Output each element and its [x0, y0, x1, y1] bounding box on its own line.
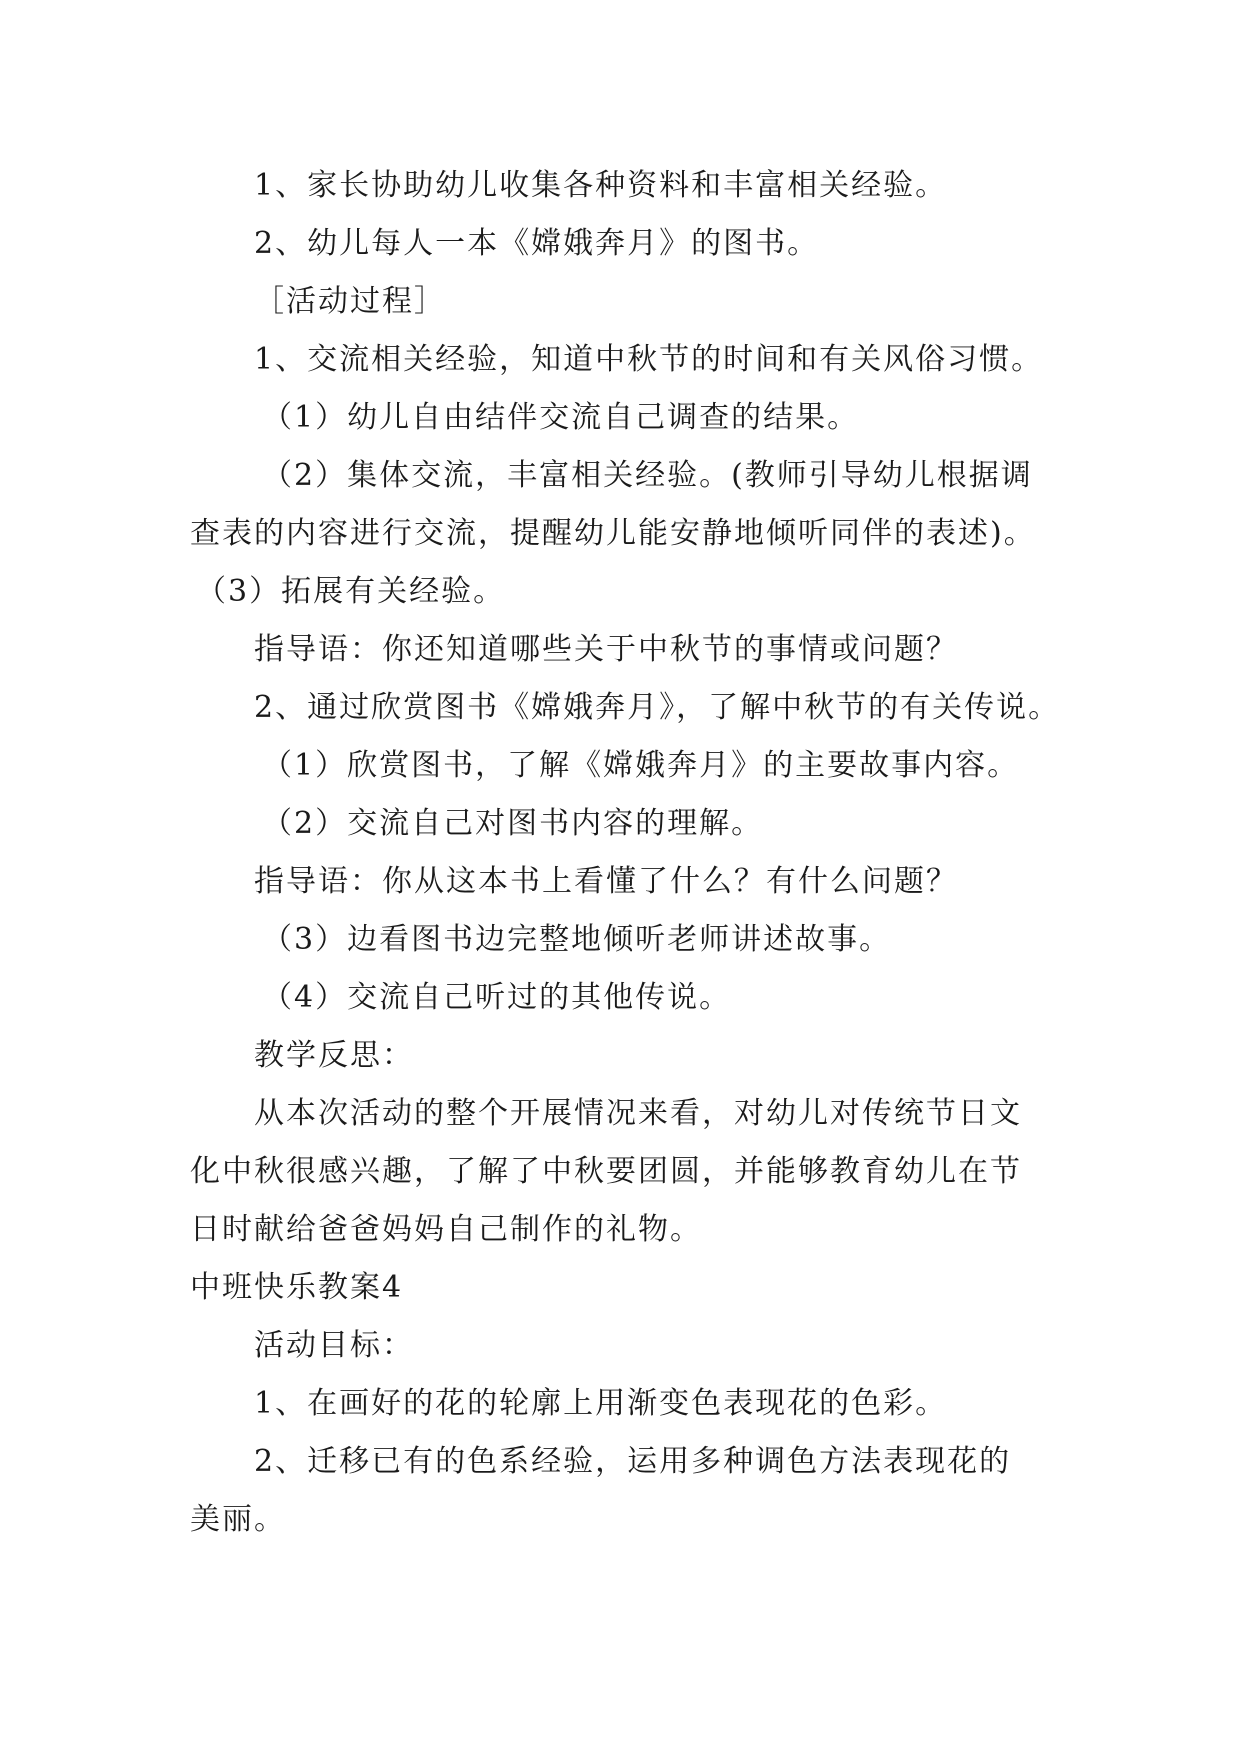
text-line: 指导语：你从这本书上看懂了什么？有什么问题？	[254, 864, 958, 899]
text-line: 2、迁移已有的色系经验，运用多种调色方法表现花的	[254, 1444, 1012, 1479]
text-line: 化中秋很感兴趣，了解了中秋要团圆，并能够教育幼儿在节	[190, 1154, 1022, 1189]
text-line: 从本次活动的整个开展情况来看，对幼儿对传统节日文	[254, 1096, 1022, 1131]
text-line: （1）欣赏图书，了解《嫦娥奔月》的主要故事内容。	[262, 748, 1020, 783]
text-line: 美丽。	[190, 1502, 286, 1537]
text-line: 1、在画好的花的轮廓上用渐变色表现花的色彩。	[254, 1386, 948, 1421]
text-line: 2、通过欣赏图书《嫦娥奔月》，了解中秋节的有关传说。	[254, 690, 1061, 725]
text-line: （2）交流自己对图书内容的理解。	[262, 806, 764, 841]
text-line: 1、家长协助幼儿收集各种资料和丰富相关经验。	[254, 168, 948, 203]
text-line: （1）幼儿自由结伴交流自己调查的结果。	[262, 400, 860, 435]
text-line: （3）边看图书边完整地倾听老师讲述故事。	[262, 922, 892, 957]
text-line: （2）集体交流，丰富相关经验。(教师引导幼儿根据调	[262, 458, 1033, 493]
section-heading: ［活动过程］	[254, 284, 446, 319]
text-line: 查表的内容进行交流，提醒幼儿能安静地倾听同伴的表述)。	[190, 516, 1036, 551]
section-heading: 教学反思：	[254, 1038, 414, 1073]
document-title: 中班快乐教案4	[190, 1270, 404, 1305]
text-line: 指导语：你还知道哪些关于中秋节的事情或问题？	[254, 632, 958, 667]
text-line: （4）交流自己听过的其他传说。	[262, 980, 732, 1015]
text-line: 2、幼儿每人一本《嫦娥奔月》的图书。	[254, 226, 820, 261]
section-heading: 活动目标：	[254, 1328, 414, 1363]
text-line: （3）拓展有关经验。	[196, 574, 506, 609]
text-line: 1、交流相关经验，知道中秋节的时间和有关风俗习惯。	[254, 342, 1044, 377]
text-line: 日时献给爸爸妈妈自己制作的礼物。	[190, 1212, 702, 1247]
